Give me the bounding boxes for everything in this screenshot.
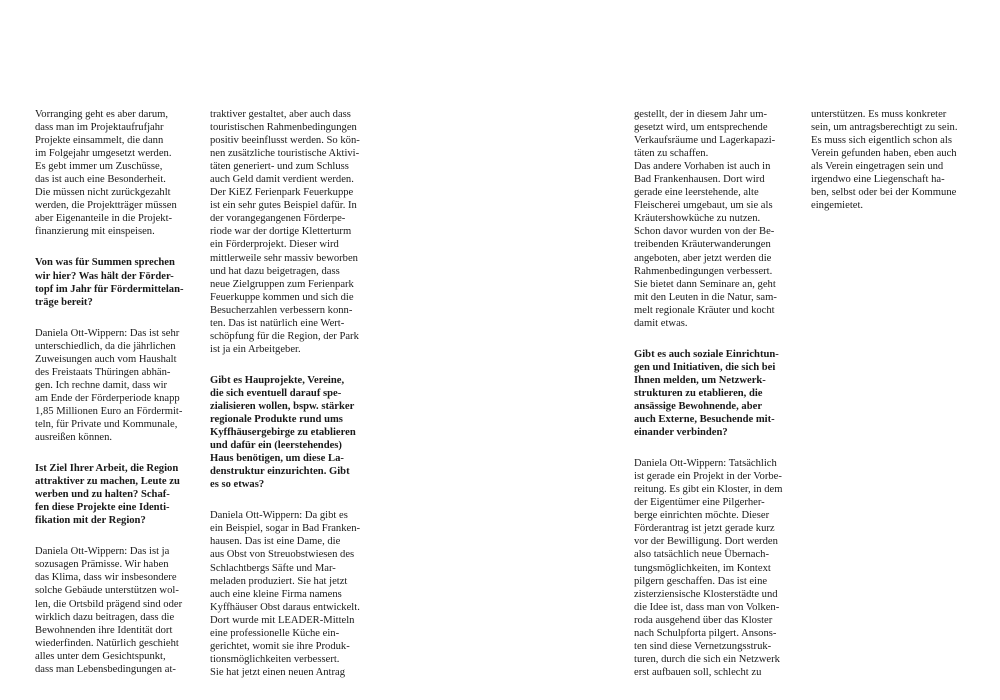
- text-line: eine professionelle Küche ein-: [210, 627, 340, 639]
- text-line: positiv beeinflusst werden. So kön-: [210, 135, 360, 147]
- text-line: werden, die Projektträger müssen: [35, 200, 177, 212]
- text-line: gen. Ich rechne damit, dass wir: [35, 379, 168, 391]
- text-line: gestellt, der in diesem Jahr um-: [634, 109, 767, 120]
- text-line: nach Schulpforta pilgert. Ansons-: [634, 627, 777, 639]
- text-line: einander verbinden?: [634, 427, 728, 439]
- text-line: im Folgejahr umgesetzt werden.: [35, 148, 172, 160]
- text-line: tungsmöglichkeiten, im Kontext: [634, 562, 771, 574]
- interview-paragraph: [35, 108, 190, 238]
- text-line: Schlachtbergs Säfte und Mar-: [210, 562, 336, 574]
- text-line: Kyffhäusergebirge zu etablieren: [210, 427, 356, 439]
- text-line: Es gebt immer um Zuschüsse,: [35, 161, 163, 173]
- text-column-4: [811, 108, 966, 212]
- text-line: riode war der dortige Kletterturm: [210, 226, 352, 238]
- text-line: wir hier? Was hält der Förder-: [35, 270, 174, 282]
- text-line: Dort wurde mit LEADER-Mitteln: [210, 614, 355, 626]
- interview-paragraph: [35, 545, 190, 675]
- text-line: ansässige Bewohnende, aber: [634, 400, 763, 412]
- text-line: ist ja ein Arbeitgeber.: [210, 343, 301, 355]
- text-line: des Freistaats Thüringen abhän-: [35, 366, 171, 378]
- paragraph-gap: [634, 439, 789, 457]
- text-line: attraktiver zu machen, Leute zu: [35, 476, 180, 488]
- text-line: schöpfung für die Region, der Park: [210, 330, 359, 342]
- text-line: ben, selbst oder bei der Kommune: [811, 187, 957, 199]
- text-line: als Verein eingetragen sein und: [811, 161, 944, 173]
- text-line: fikation mit der Region?: [35, 515, 146, 527]
- text-line: ten. Das ist natürlich eine Wert-: [210, 317, 345, 329]
- text-line: touristischen Rahmenbedingungen: [210, 122, 357, 134]
- text-line: hausen. Das ist eine Dame, die: [210, 536, 341, 548]
- text-line: die Idee ist, dass man von Volken-: [634, 601, 780, 613]
- text-line: Bad Frankenhausen. Dort wird: [634, 174, 765, 186]
- text-line: gerichtet, womit sie ihre Produk-: [210, 640, 350, 652]
- paragraph-gap: [35, 238, 190, 256]
- text-line: Sie hat jetzt einen neuen Antrag: [210, 666, 346, 678]
- text-line: denstruktur einzurichten. Gibt: [210, 466, 350, 478]
- text-line: auch eine kleine Firma namens: [210, 588, 342, 600]
- interview-question: [35, 256, 190, 308]
- paragraph-gap: [35, 444, 190, 462]
- text-line: ein Förderprojekt. Dieser wird: [210, 239, 339, 251]
- text-line: ist ein sehr gutes Beispiel dafür. In: [210, 200, 357, 212]
- text-line: aber Eigenanteile in die Projekt-: [35, 213, 173, 225]
- interview-paragraph: [210, 108, 365, 356]
- text-line: tionsmöglichkeiten verbessert.: [210, 653, 340, 665]
- text-line: finanzierung mit einspeisen.: [35, 226, 155, 238]
- text-line: das ist auch eine Besonderheit.: [35, 174, 166, 186]
- text-line: Das andere Vorhaben ist auch in: [634, 161, 771, 173]
- text-line: gesetzt wird, um entsprechende: [634, 122, 768, 134]
- text-line: unterschiedlich, da die jährlichen: [35, 340, 176, 352]
- text-line: strukturen zu etablieren, die: [634, 387, 763, 399]
- text-column-3: [634, 108, 789, 679]
- text-line: ist gerade ein Projekt in der Vorbe-: [634, 471, 782, 483]
- text-line: Daniela Ott-Wippern: Das ist ja: [35, 546, 170, 558]
- interview-question: [634, 348, 789, 439]
- text-line: es so etwas?: [210, 479, 265, 491]
- text-line: also tatsächlich neue Übernach-: [634, 549, 770, 561]
- text-line: Sie bietet dann Seminare an, geht: [634, 278, 776, 290]
- text-line: Kyffhäuser Obst daraus entwickelt.: [210, 601, 360, 613]
- interview-paragraph: [35, 327, 190, 444]
- text-column-1: [35, 108, 190, 676]
- text-line: auch Geld damit verdient werden.: [210, 174, 354, 186]
- text-line: die sich eventuell darauf spe-: [210, 387, 342, 399]
- interview-paragraph: [634, 457, 789, 679]
- interview-paragraph: [634, 108, 789, 330]
- text-line: treibenden Kräuterwanderungen: [634, 239, 771, 251]
- text-line: Die müssen nicht zurückgezahlt: [35, 187, 171, 199]
- text-line: Fleischerei umgebaut, um sie als: [634, 200, 773, 212]
- text-line: Ist Ziel Ihrer Arbeit, die Region: [35, 463, 179, 475]
- paragraph-gap: [634, 330, 789, 348]
- text-line: turen, durch die sich ein Netzwerk: [634, 653, 780, 665]
- text-line: Daniela Ott-Wippern: Da gibt es: [210, 510, 348, 522]
- text-line: Zuweisungen auch vom Haushalt: [35, 353, 177, 365]
- text-line: zisterziensische Klosterstädte und: [634, 588, 778, 600]
- text-line: Daniela Ott-Wippern: Das ist sehr: [35, 327, 180, 339]
- text-line: fen diese Projekte eine Identi-: [35, 502, 170, 514]
- paragraph-gap: [35, 309, 190, 327]
- text-line: Gibt es auch soziale Einrichtun-: [634, 348, 779, 360]
- text-line: Vorranging geht es aber darum,: [35, 109, 169, 120]
- text-line: traktiver gestaltet, aber auch dass: [210, 109, 351, 120]
- text-line: Rahmenbedingungen verbessert.: [634, 265, 773, 277]
- text-line: meladen produziert. Sie hat jetzt: [210, 575, 348, 587]
- text-line: ausreißen können.: [35, 432, 113, 444]
- text-line: sozusagen Prämisse. Wir haben: [35, 559, 169, 571]
- paragraph-gap: [210, 356, 365, 374]
- text-line: wirklich dazu beitragen, dass die: [35, 611, 175, 623]
- text-line: auch Externe, Besuchende mit-: [634, 414, 775, 426]
- text-line: Verkaufsräume und Lagerkapazi-: [634, 135, 776, 147]
- interview-paragraph: [210, 509, 365, 679]
- text-line: Ihnen melden, um Netzwerk-: [634, 374, 766, 386]
- text-line: nen zusätzliche touristische Aktivi-: [210, 148, 360, 160]
- text-line: roda ausgehend über das Kloster: [634, 614, 773, 626]
- text-line: der vorangegangenen Förderpe-: [210, 213, 346, 225]
- text-line: vor der Bewilligung. Dort werden: [634, 536, 778, 548]
- text-line: Projekte einsammelt, die dann: [35, 135, 164, 147]
- text-line: Verein gefunden haben, eben auch: [811, 148, 957, 160]
- interview-question: [35, 462, 190, 527]
- text-line: Der KiEZ Ferienpark Feuerkuppe: [210, 187, 354, 199]
- text-line: wiederfinden. Natürlich geschieht: [35, 637, 179, 649]
- text-line: gen und Initiativen, die sich bei: [634, 361, 776, 373]
- text-line: und dafür ein (leerstehendes): [210, 440, 342, 452]
- text-line: Förderantrag ist jetzt gerade kurz: [634, 523, 775, 535]
- text-line: täten generiert- und zum Schluss: [210, 161, 349, 173]
- text-line: berge einrichten möchte. Dieser: [634, 510, 770, 522]
- text-line: len, die Ortsbild prägend sind oder: [35, 598, 183, 610]
- text-line: zialisieren wollen, bspw. stärker: [210, 400, 355, 412]
- text-line: Besucherzahlen verbessern konn-: [210, 304, 353, 316]
- text-line: angeboten, aber jetzt werden die: [634, 252, 772, 264]
- text-line: Von was für Summen sprechen: [35, 257, 175, 269]
- text-line: 1,85 Millionen Euro an Fördermit-: [35, 405, 183, 417]
- text-line: neue Zielgruppen zum Ferienpark: [210, 278, 354, 290]
- text-line: regionale Produkte rund ums: [210, 414, 343, 426]
- text-line: Daniela Ott-Wippern: Tatsächlich: [634, 458, 777, 470]
- text-line: täten zu schaffen.: [634, 148, 709, 160]
- text-line: melt regionale Kräuter und kocht: [634, 304, 775, 316]
- text-line: dass man Lebensbedingungen at-: [35, 663, 176, 675]
- text-line: Es muss sich eigentlich schon als: [811, 135, 952, 147]
- text-line: Gibt es Hauprojekte, Vereine,: [210, 374, 345, 386]
- text-line: mittlerweile sehr massiv beworben: [210, 252, 358, 264]
- paragraph-gap: [35, 527, 190, 545]
- text-line: dass man im Projektaufrufjahr: [35, 122, 164, 134]
- text-line: Feuerkuppe kommen und sich die: [210, 291, 354, 303]
- text-line: erst aufbauen soll, schlecht zu: [634, 666, 762, 678]
- text-line: ein Beispiel, sogar in Bad Franken-: [210, 523, 361, 535]
- text-line: reitung. Es gibt ein Kloster, in dem: [634, 484, 783, 496]
- text-line: alles unter dem Gesichtspunkt,: [35, 650, 166, 662]
- text-line: solche Gebäude unterstützen wol-: [35, 585, 179, 597]
- text-line: Haus benötigen, um diese La-: [210, 453, 344, 465]
- text-line: der Eigentümer eine Pilgerher-: [634, 497, 765, 509]
- interview-question: [210, 374, 365, 491]
- text-line: gerade eine leerstehende, alte: [634, 187, 759, 199]
- text-line: das Klima, dass wir insbesondere: [35, 572, 177, 584]
- text-line: aus Obst von Streuobstwiesen des: [210, 549, 355, 561]
- text-line: am Ende der Förderperiode knapp: [35, 392, 180, 404]
- text-line: damit etwas.: [634, 317, 688, 329]
- paragraph-gap: [210, 491, 365, 509]
- text-line: teln, für Private und Kommunale,: [35, 418, 178, 430]
- text-line: mit den Leuten in die Natur, sam-: [634, 291, 777, 303]
- text-line: unterstützen. Es muss konkreter: [811, 109, 947, 120]
- text-line: träge bereit?: [35, 296, 93, 308]
- text-line: pilgern geschaffen. Das ist eine: [634, 575, 768, 587]
- text-line: und hat dazu beigetragen, dass: [210, 265, 340, 277]
- text-line: Schon davor wurden von der Be-: [634, 226, 775, 238]
- text-line: sein, um antragsberechtigt zu sein.: [811, 122, 958, 134]
- text-line: irgendwo eine Liegenschaft ha-: [811, 174, 945, 186]
- text-line: eingemietet.: [811, 200, 864, 212]
- text-line: werben und zu halten? Schaf-: [35, 489, 170, 501]
- text-line: Bewohnenden ihre Identität dort: [35, 624, 173, 636]
- interview-paragraph: [811, 108, 966, 212]
- text-line: ten sind diese Vernetzungsstruk-: [634, 640, 772, 652]
- text-column-2: [210, 108, 365, 679]
- text-line: Kräutershowküche zu nutzen.: [634, 213, 761, 225]
- text-line: topf im Jahr für Fördermittelan-: [35, 283, 184, 295]
